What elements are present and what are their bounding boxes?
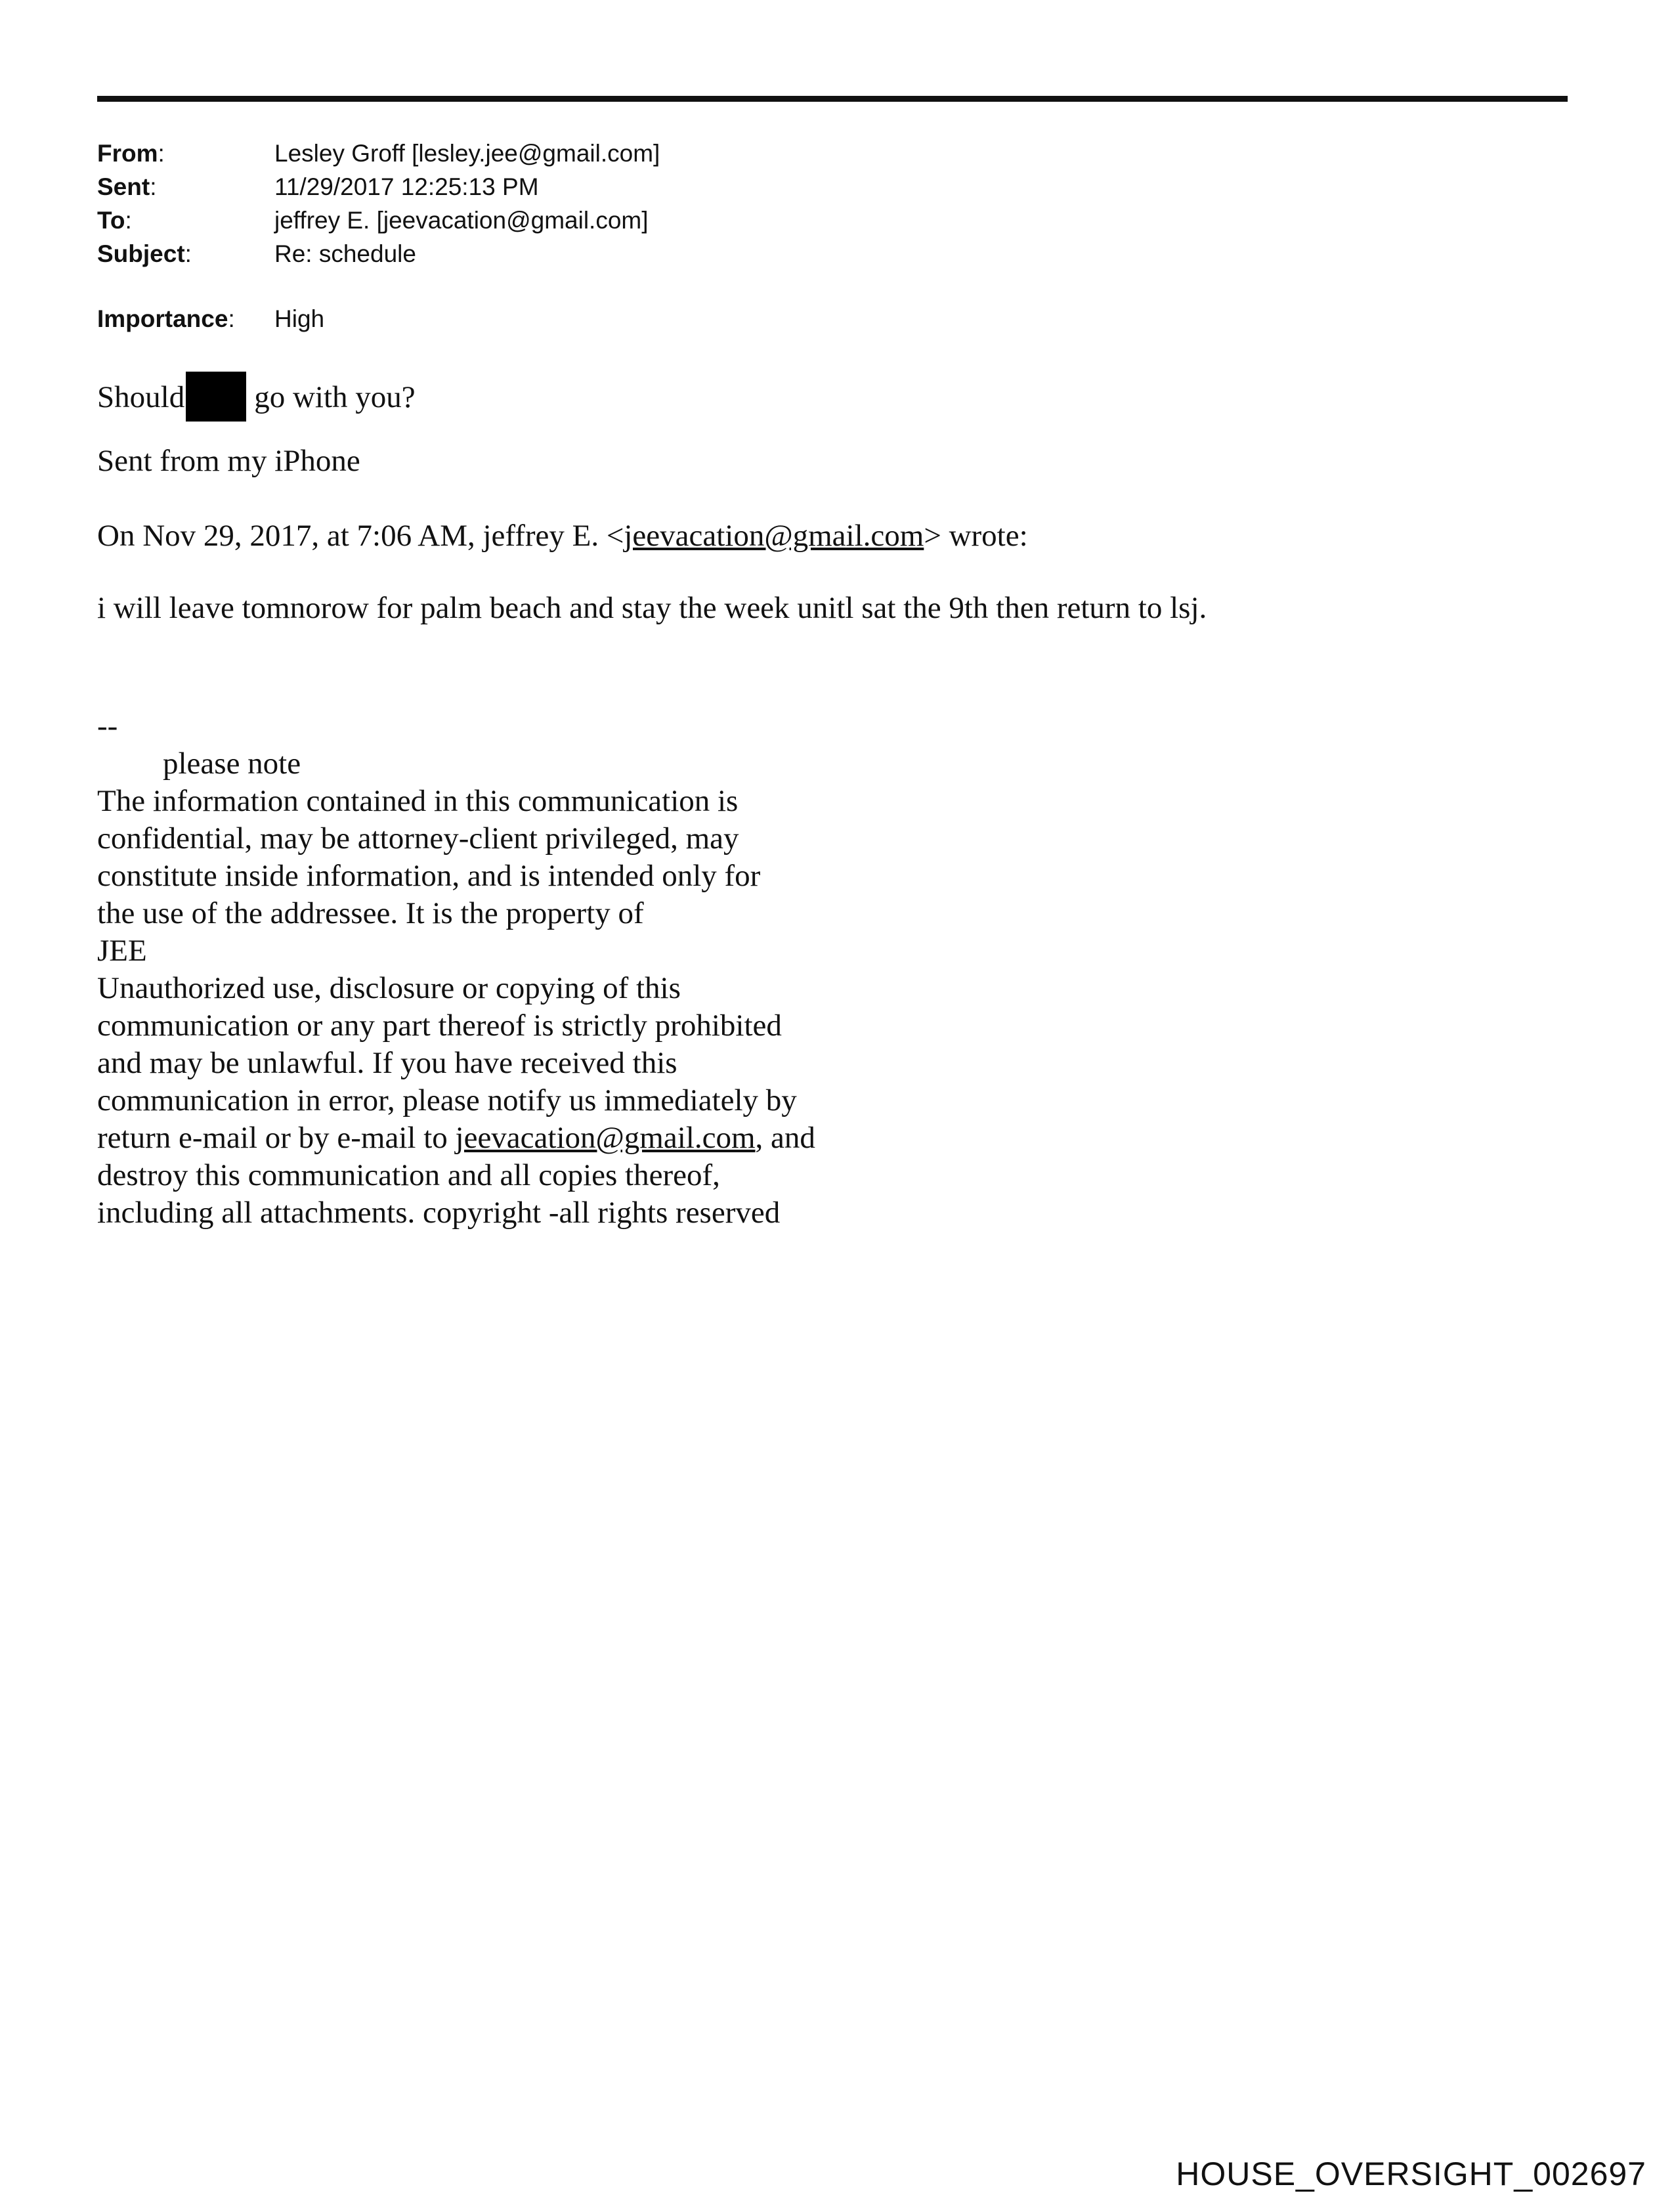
from-label: From <box>97 140 158 167</box>
quote-intro-after: > wrote: <box>924 519 1028 553</box>
signature: Sent from my iPhone <box>97 444 360 478</box>
return-line-after: , and <box>755 1121 815 1155</box>
disclaimer-line: Unauthorized use, disclosure or copying of this <box>97 971 681 1005</box>
disclaimer-line: destroy this communication and all copies thereof, <box>97 1158 720 1192</box>
return-line-before: return e-mail or by e-mail to <box>97 1121 456 1155</box>
from-colon: : <box>158 140 165 167</box>
disclaimer-line: JEE <box>97 934 147 968</box>
disclaimer-block <box>97 708 815 1232</box>
quote-intro-email-link[interactable]: jeevacation@gmail.com <box>624 519 924 553</box>
quoted-message: i will leave tomnorow for palm beach and stay the week unitl sat the 9th then return to lsj. <box>97 591 1207 625</box>
redaction-box <box>186 372 246 422</box>
reply-text-before: Should <box>97 380 185 414</box>
importance-row <box>97 302 324 336</box>
sent-label: Sent <box>97 173 150 200</box>
please-note: please note <box>163 747 301 781</box>
disclaimer-line: confidential, may be attorney-client privileged, may <box>97 821 739 856</box>
importance-colon: : <box>228 305 235 332</box>
subject-value: Re: schedule <box>274 240 416 267</box>
disclaimer-return-line <box>97 1119 815 1157</box>
subject-colon: : <box>184 240 192 267</box>
header-divider <box>97 96 1568 102</box>
disclaimer-line: communication in error, please notify us immediately by <box>97 1083 797 1117</box>
from-value: Lesley Groff [lesley.jee@gmail.com] <box>274 140 660 167</box>
disclaimer-line: including all attachments. copyright -all rights reserved <box>97 1196 781 1230</box>
sent-colon: : <box>150 173 157 200</box>
subject-label: Subject <box>97 240 185 267</box>
reply-text-after: go with you? <box>254 380 416 414</box>
to-value: jeffrey E. [jeevacation@gmail.com] <box>274 207 649 234</box>
subject-row <box>97 237 660 271</box>
to-label: To <box>97 207 125 234</box>
email-header <box>97 137 660 271</box>
from-row <box>97 137 660 170</box>
reply-message <box>97 372 416 422</box>
sent-row <box>97 170 660 204</box>
to-row <box>97 204 660 237</box>
disclaimer-line: communication or any part thereof is strictly prohibited <box>97 1008 782 1043</box>
to-colon: : <box>125 207 132 234</box>
quote-intro-before: On Nov 29, 2017, at 7:06 AM, jeffrey E. < <box>97 519 624 553</box>
separator: -- <box>97 709 118 743</box>
disclaimer-line: constitute inside information, and is intended only for <box>97 859 761 893</box>
disclaimer-line: The information contained in this communication is <box>97 784 739 818</box>
bates-number: HOUSE_OVERSIGHT_002697 <box>1176 2156 1646 2192</box>
importance-label: Importance <box>97 305 228 332</box>
disclaimer-line: the use of the addressee. It is the property of <box>97 896 644 930</box>
disclaimer-email-link[interactable]: jeevacation@gmail.com <box>455 1121 756 1155</box>
quote-intro <box>97 517 1028 554</box>
importance-value: High <box>274 305 325 332</box>
disclaimer-line: and may be unlawful. If you have received this <box>97 1046 677 1080</box>
sent-value: 11/29/2017 12:25:13 PM <box>274 173 539 200</box>
